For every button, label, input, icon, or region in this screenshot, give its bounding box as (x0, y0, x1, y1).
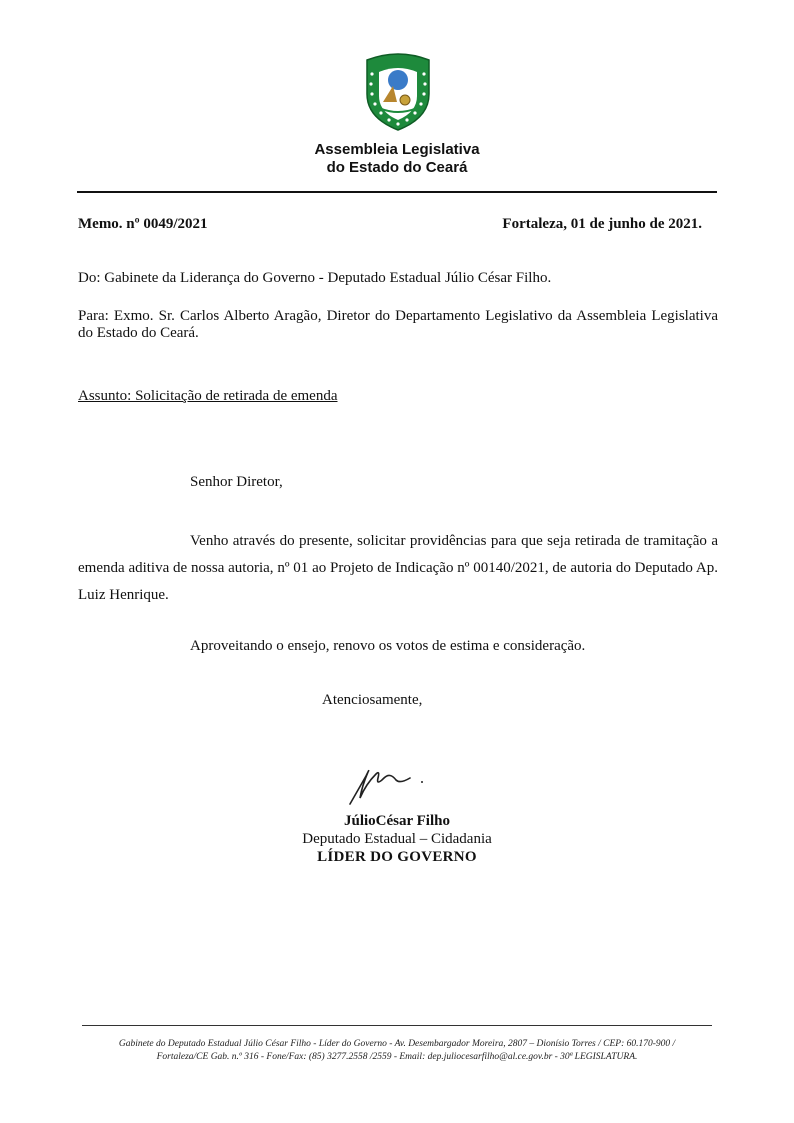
signatory-name: JúlioCésar Filho (344, 813, 450, 829)
memo-date: Fortaleza, 01 de junho de 2021. (502, 216, 702, 232)
to-line: Para: Exmo. Sr. Carlos Alberto Aragão, Diretor do Departamento Legislativo da Assembleia Legislativa do Estado do Ceará. (78, 308, 718, 341)
from-line: Do: Gabinete da Liderança do Governo - Deputado Estadual Júlio César Filho. (78, 270, 552, 286)
handwritten-signature (340, 760, 430, 808)
org-name-line1: Assembleia Legislativa (314, 141, 480, 158)
regards: Atenciosamente, (322, 692, 423, 708)
salutation: Senhor Diretor, (190, 474, 283, 490)
closing-paragraph: Aproveitando o ensejo, renovo os votos de estima e consideração. (190, 638, 586, 654)
org-name-line2: do Estado do Ceará (326, 159, 468, 176)
signatory-role: Deputado Estadual – Cidadania (302, 831, 492, 847)
signatory-title: LÍDER DO GOVERNO (317, 849, 477, 865)
coat-of-arms-ceara-icon (363, 50, 433, 132)
footer-divider (82, 1025, 712, 1026)
body-paragraph: Venho através do presente, solicitar providências para que seja retirada de tramitação a emenda aditiva de nossa autoria, nº 01 ao Projeto de Indicação nº 00140/2021, de autoria do Deputado Ap. Luiz Henrique. (78, 533, 718, 603)
subject-line: Assunto: Solicitação de retirada de emenda (78, 388, 338, 404)
memo-number: Memo. nº 0049/2021 (78, 216, 208, 232)
footer-line2: Fortaleza/CE Gab. n.º 316 - Fone/Fax: (85) 3277.2558 /2559 - Email: dep.juliocesarfilho@al.ce.gov.br - 30ª LEGISLATURA. (156, 1052, 638, 1062)
header-divider (77, 191, 717, 193)
footer-line1: Gabinete do Deputado Estadual Júlio César Filho - Líder do Governo - Av. Desembargador Moreira, 2807 – Dionísio Torres / CEP: 60.170-900 / (118, 1039, 676, 1049)
